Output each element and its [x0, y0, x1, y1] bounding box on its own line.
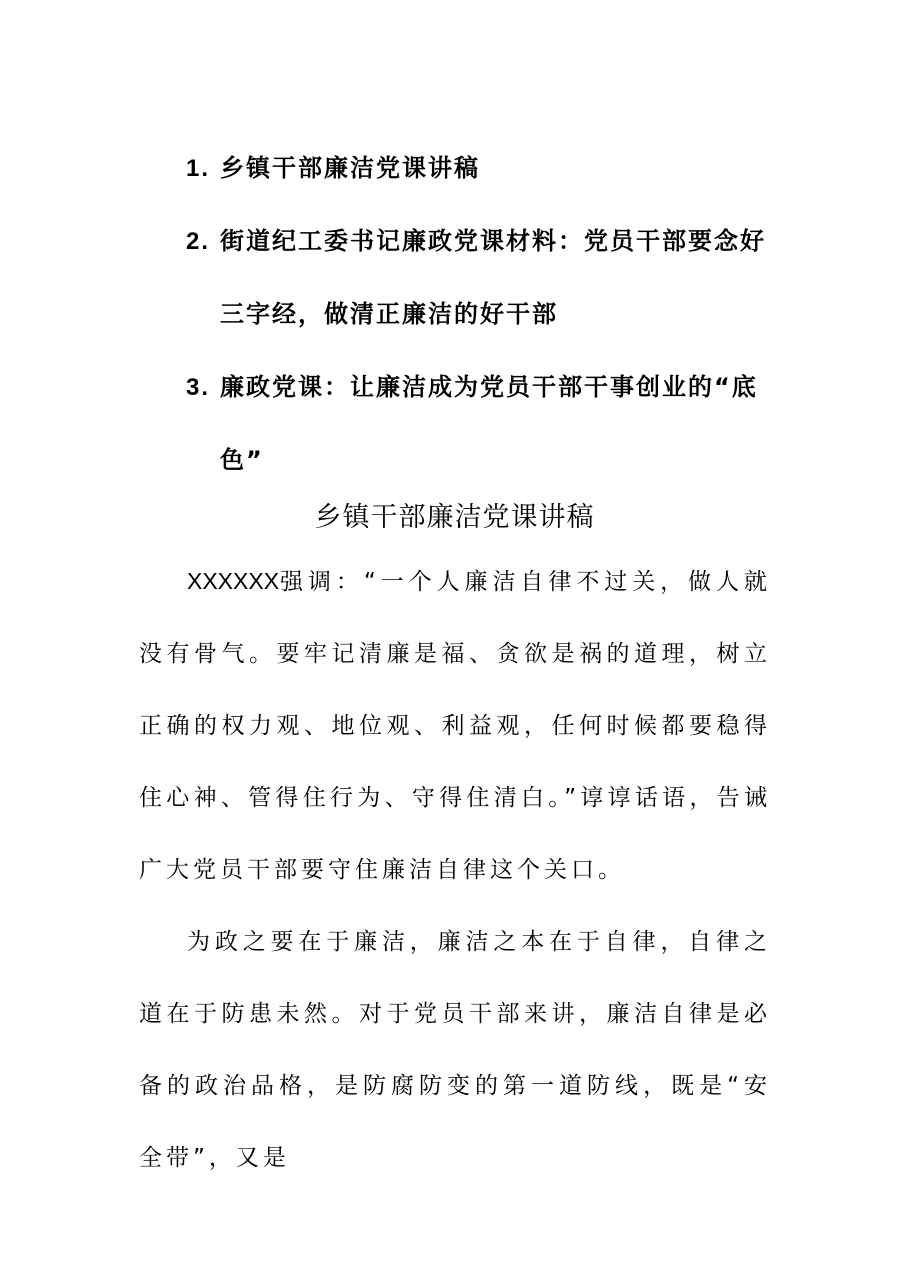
- body-paragraph-1: [139, 545, 771, 906]
- paragraph-text: 强调：“一个人廉洁自律不过关，做人就没有骨气。要牢记清廉是福、贪欲是祸的道理，树立正确的权力观、地位观、利益观，任何时候都要稳得住心神、管得住行为、守得住清白。”谆谆话语，告诫广大党员干部要守住廉洁自律这个关口。: [139, 569, 771, 883]
- redacted-name: XXXXXX: [187, 568, 280, 594]
- toc-item-text: 乡镇干部廉洁党课讲稿: [220, 154, 480, 182]
- toc-item-number: 2.: [186, 228, 211, 255]
- document-body: [139, 545, 771, 1194]
- toc-item-number: 1.: [186, 155, 211, 182]
- toc-item-1[interactable]: [186, 132, 776, 205]
- toc-item-3[interactable]: [186, 351, 776, 497]
- toc-item-text: 廉政党课：让廉洁成为党员干部干事创业的“底色”: [220, 373, 758, 474]
- table-of-contents: [186, 132, 776, 497]
- document-title: 乡镇干部廉洁党课讲稿: [314, 502, 595, 533]
- toc-item-2[interactable]: [186, 205, 776, 351]
- toc-item-number: 3.: [186, 374, 211, 401]
- body-paragraph-2: 为政之要在于廉洁，廉洁之本在于自律，自律之道在于防患未然。对于党员干部来讲，廉洁自律是必备的政治品格，是防腐防变的第一道防线，既是“安全带”，又是: [139, 929, 771, 1171]
- toc-item-text: 街道纪工委书记廉政党课材料：党员干部要念好三字经，做清正廉洁的好干部: [220, 227, 766, 328]
